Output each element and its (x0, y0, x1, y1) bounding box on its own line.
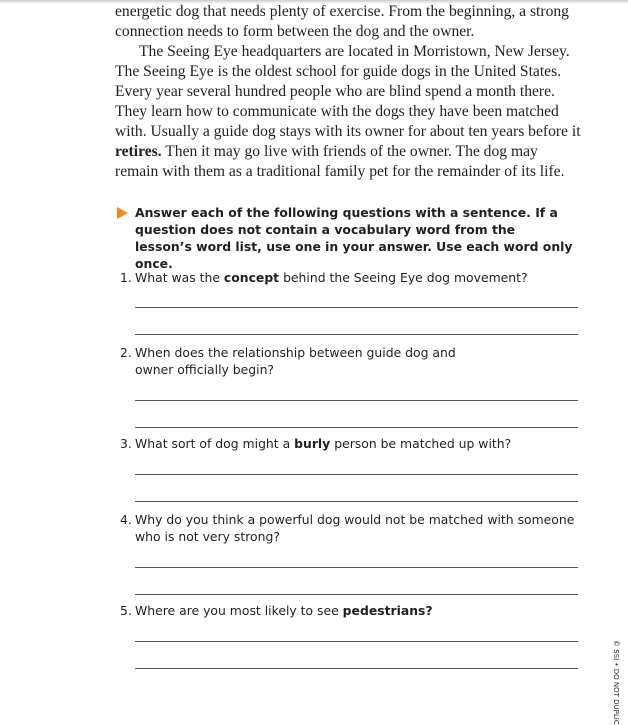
question-4: 4. Why do you think a powerful dog would not be matched with someone who is not very strong? (120, 512, 575, 544)
instructions-text: Answer each of the following questions with a sentence. If a question does not contain a vocabulary word from the lesson’s word list, use one in your answer. Use each word only once. (135, 205, 573, 271)
answer-line[interactable] (135, 427, 578, 428)
answer-line[interactable] (135, 307, 578, 308)
question-number: 4. (120, 512, 132, 527)
answer-line[interactable] (135, 567, 578, 568)
answer-line[interactable] (135, 334, 578, 335)
story-paragraph-1: energetic dog that needs plenty of exercise. From the beginning, a strong connection needs to form between the dog and the owner. (115, 3, 569, 40)
arrow-icon (117, 207, 128, 219)
vocab-word: concept (223, 270, 280, 285)
question-number: 5. (120, 603, 132, 618)
answer-line[interactable] (135, 501, 578, 502)
answer-line[interactable] (135, 474, 578, 475)
question-5: 5. Where are you most likely to see pedestrians? (120, 603, 433, 618)
story-paragraph-2 (115, 42, 585, 182)
question-number: 3. (120, 436, 132, 451)
story-text (115, 2, 585, 182)
question-2: 2. When does the relationship between guide dog and owner officially begin? (120, 345, 456, 377)
copyright-note: © SSI • DO NOT DUPLIC (612, 640, 620, 725)
answer-line[interactable] (135, 668, 578, 669)
question-3: 3. What sort of dog might a burly person be matched up with? (120, 436, 512, 451)
story-text-part: The Seeing Eye headquarters are located in Morristown, New Jersey. The Seeing Eye is the oldest school for guide dogs in the United States. Every year several hundred people who are blind spend a month there. They learn how to communicate with the dogs they have been matched with. Usually a guide dog stays with its owner for about ten years before it (115, 43, 581, 140)
vocab-word: retires. (115, 143, 162, 160)
story-text-part: Then it may go live with friends of the owner. The dog may remain with them as a traditional family pet for the remainder of its life. (115, 143, 565, 180)
answer-line[interactable] (135, 594, 578, 595)
vocab-word: burly (294, 436, 331, 451)
answer-line[interactable] (135, 400, 578, 401)
question-1: 1. What was the concept behind the Seeing Eye dog movement? (120, 270, 528, 285)
answer-line[interactable] (135, 641, 578, 642)
question-number: 1. (120, 270, 132, 285)
vocab-word: pedestrians? (342, 603, 433, 618)
instructions (115, 204, 575, 272)
question-number: 2. (120, 345, 132, 360)
